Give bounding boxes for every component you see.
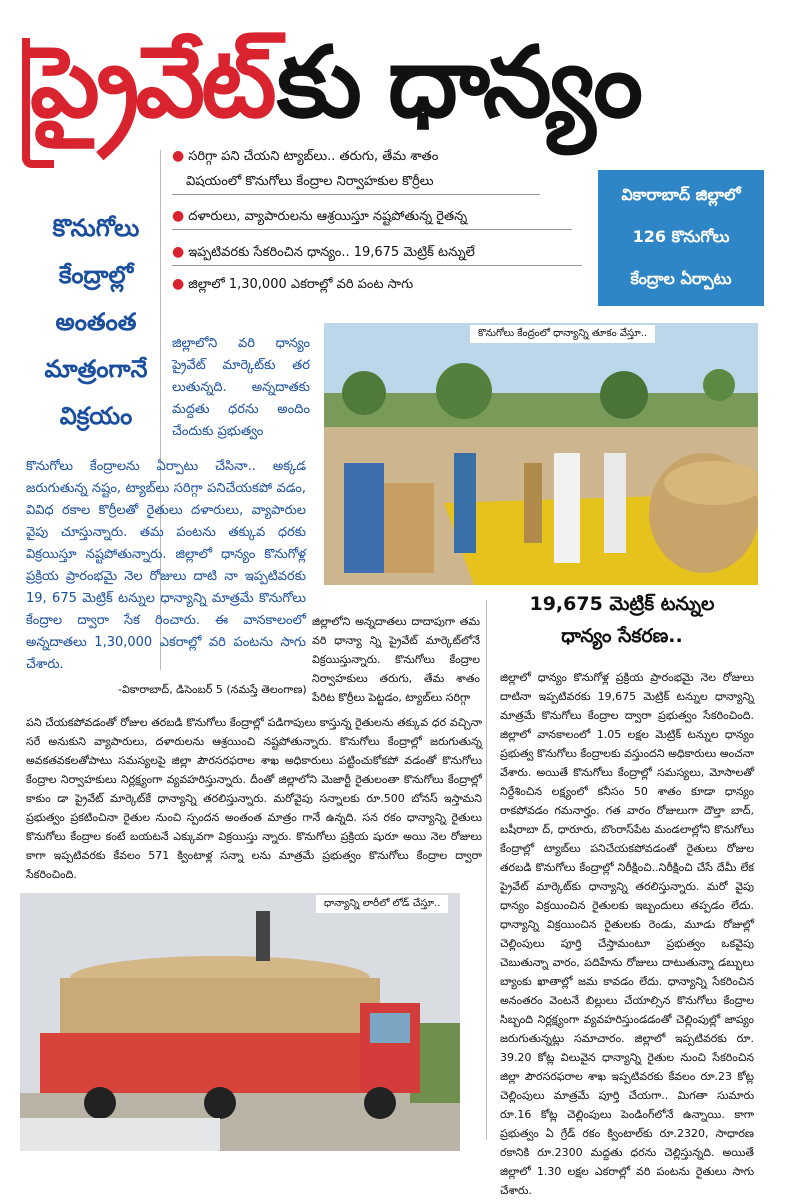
photo-loading-lorry	[20, 893, 460, 1151]
side-headline-line: కొనుగోలు	[52, 214, 140, 242]
lead-paragraph-continued: కొనుగోలు కేంద్రాలను ఏర్పాటు చేసినా.. అక్కడ జరుగుతున్న నష్టం, ట్యాబ్‌లు సరిగ్గా పనిచేయకపో వడం, వివిధ రకాల కొర్రీలతో రైతులు దళారులు, వ్యాపారుల వైపు చూస్తున్నారు. తమ పంటను తక్కువ ధరకు విక్రయిస్తూ నష్టపోతున్నారు. జిల్లాలో ధాన్యం కొనుగోళ్ల ప్రక్రియ ప్రారంభమై నెల రోజులు దాటి నా ఇప్పటివరకు 19, 675 మెట్రిక్ టన్నుల ధాన్యాన్ని మాత్రమే కొనుగోలు కేంద్రాల ద్వారా సేక రించారు. ఈ వానకాలంలో అన్నదాతలు 1,30,000 ఎకరాల్లో వరి పంటను సాగు చేశారు.	[26, 459, 306, 672]
bullet-item: ● సరిగ్గా పని చేయని ట్యాబ్‌లు.. తరుగు, తేమ శాతం	[172, 148, 439, 164]
lead-paragraph-start: జిల్లాలోని వరి ధాన్యం ప్రైవేట్ మార్కెట్‌కు తర లుతున్నది. అన్నదాతకు మద్దతు ధరను అందిం చేందుకు ప్రభుత్వం	[172, 336, 310, 439]
column-text: పని చేయకపోవడంతో రోజుల తరబడి కొనుగోలు కేంద్రాల్లో పడిగాపులు కాస్తున్న రైతులను తక్కువ ధర వచ్చినా సరే అనుకుని వ్యాపారులు, దళారులను ఆశ్రయించి నష్టపోతున్నారు. కొనుగోలు కేంద్రాల్లో జరుగుతున్న అవకతవకలతోపాటు సమస్యలపై జిల్లా పౌరసరఫరాల శాఖ అధికారులు పట్టించుకోకపో వడంతో కొనుగోలు కేంద్రాల నిర్వాహకులు నిర్లక్ష్యంగా వ్యవహరిస్తున్నారు. దీంతో జిల్లాలోని మెజార్టీ రైతులంతా కొనుగోలు కేంద్రాల్లో కాకుం డా ప్రైవేట్ మార్కెట్‌కే ధాన్యాన్ని తరలిస్తున్నారు. మరోవైపు సన్నాలకు రూ.500 బోనస్ ఇస్తామని ప్రభుత్వం ప్రకటించినా రైతుల నుంచి స్పందన అంతంత మాత్రం గానే ఉన్నది. సన రకం ధాన్యాన్ని రైతులు కొనుగోలు కేంద్రాల కంటే బయటనే ఎక్కువగా విక్రయిస్తు న్నారు. కొనుగోలు ప్రక్రియ షురూ అయి నెల రోజులు కాగా ఇప్పటివరకు కేవలం 571 క్వింటాళ్ల సన్నా లను మాత్రమే ప్రభుత్వం కొనుగోలు కేంద్రాల ద్వారా సేకరించింది.	[26, 716, 482, 881]
side-headline-line: కేంద్రాల్లో	[58, 261, 134, 289]
side-headline	[26, 205, 166, 440]
bullet-item: ● జిల్లాలో 1,30,000 ఎకరాల్లో వరి పంట సాగు	[172, 276, 414, 292]
bullet-item: విషయంలో కొనుగోలు కేంద్రాల నిర్వాహకుల కొర్రీలు	[186, 173, 434, 191]
district-info-box	[598, 170, 764, 306]
side-headline-line: విక్రయం	[59, 402, 133, 430]
column-divider	[486, 600, 487, 1140]
column-text: జిల్లాలోని అన్నదాతలు దాదాపుగా తమ వరి ధాన్యా న్ని ప్రైవేట్ మార్కెట్‌లోనే విక్రయిస్తున్నారు. కొనుగోలు కేంద్రాల నిర్వాహకులు తరుగు, తేమ శాతం పేరిట కొర్రీలు పెట్టడం, ట్యాబ్‌లు సరిగ్గా	[312, 615, 480, 704]
side-headline-line: అంతంత	[55, 308, 137, 336]
box-line: కేంద్రాల ఏర్పాటు	[630, 269, 732, 288]
subheading	[490, 588, 754, 652]
box-line: 126 కొనుగోలు	[632, 227, 730, 246]
subheading-line: 19,675 మెట్రిక్ టన్నుల	[529, 593, 715, 615]
bullet-item: ● ఇప్పటివరకు సేకరించిన ధాన్యం.. 19,675 మెట్రిక్ టన్నులే	[172, 243, 475, 262]
photo-caption: కొనుగోలు కేంద్రంలో ధాన్యాన్ని తూకం వేస్తూ..	[470, 325, 655, 343]
headline	[30, 8, 790, 158]
column-text: జిల్లాలో ధాన్యం కొనుగోళ్ల ప్రక్రియ ప్రారంభమై నెల రోజులు దాటినా ఇప్పటివరకు 19,675 మెట్రిక్ టన్నుల ధాన్యాన్ని మాత్రమే కొనుగోలు కేంద్రాల ద్వారా ప్రభుత్వం సేకరించింది. జిల్లాలో వానకాలంలో 1.05 లక్షల మెట్రిక్ టన్నుల ధాన్యం ప్రభుత్వ కొనుగోలు కేంద్రాలకు వస్తుందని అధికారులు అంచనా వేశారు. అయితే కొనుగోలు కేంద్రాల్లో సమస్యలు, మోసాలతో నిర్దేశించిన లక్ష్యంలో కనీసం 50 శాతం కూడా ధాన్యం రాకపోవడం గమనార్హం. గత వారం రోజులుగా దౌల్తా బాద్, బషీరాబా ద్, ధారూరు, బొంరాస్‌పేట మండలాల్లోని కొనుగోలు కేంద్రాల్లో ట్యాబ్‌లు పనిచేయకపోవడంతో రైతులు రోజుల తరబడి కొనుగోలు కేంద్రాల్లో నిరీక్షించి..నిరీక్షించి చేసే దేమీ లేక ప్రైవేట్ మార్కెట్‌కు ధాన్యాన్ని తరలిస్తున్నారు. మరో వైపు ధాన్యం విక్రయించిన రైతులకు ఇబ్బందులు తప్పడం లేదు. ధాన్యాన్ని విక్రయించిన రైతులకు రెండు, మూడు రోజుల్లో చెల్లింపులు పూర్తి చేస్తామంటూ ప్రభుత్వం ఒకవైపు చెబుతున్నా వారం, పదిహేను రోజులు దాటుతున్నా డబ్బులు బ్యాంకు ఖాతాల్లో జమ కావడం లేదు. ధాన్యాన్ని సేకరించిన అనంతరం వెంటనే బిల్లులు చేయాల్సిన కొనుగోలు కేంద్రాల సిబ్బంది నిర్లక్ష్యంగా వ్యవహరిస్తుండడంతో చెల్లింపుల్లో జాప్యం జరుగుతున్నట్లు సమాచారం. జిల్లాలో ఇప్పటివరకు రూ. 39.20 కోట్ల విలువైన ధాన్యాన్ని రైతుల నుంచి సేకరించిన జిల్లా పౌరసరఫరాల శాఖ ఇప్పటివరకు కేవలం రూ.23 కోట్ల చెల్లింపులు మాత్రమే పూర్తి చేయగా.. మిగతా సుమారు రూ.16 కోట్ల చెల్లింపులు పెండింగ్‌లోనే ఉన్నాయి. కాగా ప్రభుత్వం ఏ గ్రేడ్ రకం క్వింటాల్‌కు రూ.2320, సాధారణ రకానికి రూ.2300 మద్దతు ధరను చెల్లిస్తున్నది. అయితే జిల్లాలో 1.30 లక్షల ఎకరాల్లో వరి పంటను రైతులు సాగు చేశారు.	[500, 671, 754, 1197]
side-headline-line: మాత్రంగానే	[44, 355, 148, 383]
headline-black: కు ధాన్యం	[276, 26, 639, 140]
bullet-item: ● దళారులు, వ్యాపారులను ఆశ్రయిస్తూ నష్టపోతున్న రైతన్న	[172, 207, 467, 226]
photo-caption: ధాన్యాన్ని లారీలో లోడ్ చేస్తూ..	[316, 895, 448, 913]
headline-red: ప్రైవేట్	[30, 26, 273, 140]
box-line: వికారాబాద్ జిల్లాలో	[621, 185, 741, 204]
photo-weighing-grain	[324, 323, 758, 585]
subheading-line: ధాన్యం సేకరణ..	[561, 625, 683, 647]
dateline: -వికారాబాద్, డిసెంబర్ 5 (నమస్తే తెలంగాణ)	[118, 683, 307, 696]
